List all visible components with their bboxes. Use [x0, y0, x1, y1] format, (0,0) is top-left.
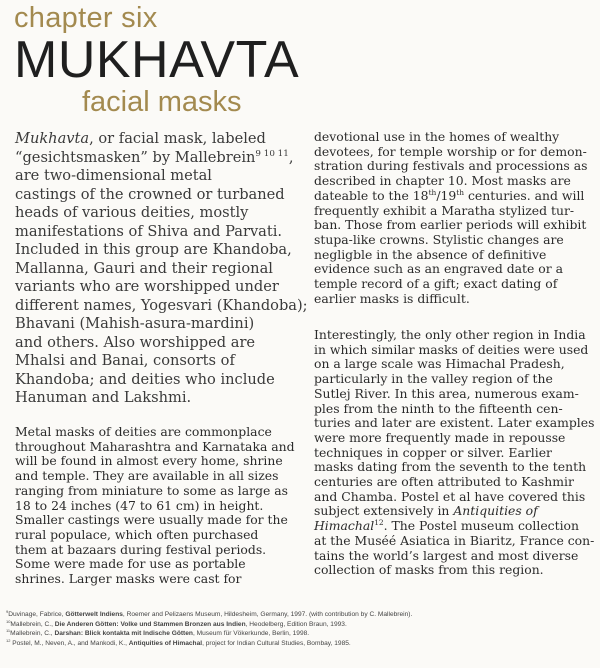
text-line: masks dating from the seventh to the tenth [314, 459, 587, 475]
text-line: ranging from miniature to some as large as [15, 482, 289, 498]
footnote: $^{11}$Mallebrein, C., Darshan: Blick kontakta mit Indische Götten, Museum für Vökerkunde, Berlin, 1998. [6, 627, 310, 637]
chapter-label: chapter six [14, 2, 158, 34]
text-line: Himachal$^{12}$. The Postel museum collection [314, 518, 579, 534]
text-line: in which similar masks of deities were used [314, 341, 589, 357]
text-line: Smaller castings were usually made for the [15, 512, 288, 528]
text-line: and Chamba. Postel et al have covered this [314, 488, 586, 504]
text-line: manifestations of Shiva and Parvati. [15, 222, 283, 240]
text-line: collection of masks from this region. [314, 562, 544, 578]
text-line: rural populace, which often purchased [15, 526, 259, 542]
text-line: 18 to 24 inches (47 to 61 cm) in height. [15, 497, 264, 513]
text-line: ples from the ninth to the fifteenth cen- [314, 400, 563, 416]
footnote: $^{12}$ Postel, M., Neven, A., and Mankodi, K., Antiquities of Himachal, project for Indian Cultural Studies, Bombay, 1985. [6, 637, 351, 647]
text-line: Mallanna, Gauri and their regional [15, 259, 273, 277]
text-line: stupa-like crowns. Stylistic changes are [314, 231, 564, 247]
text-line: heads of various deities, mostly [15, 204, 249, 221]
text-line: Bhavani (Mahish-asura-mardini) [15, 315, 255, 332]
text-line: Metal masks of deities are commonplace [15, 424, 272, 439]
text-line: described in chapter 10. Most masks are [314, 173, 571, 189]
text-line: Sutlej River. In this area, numerous exam- [314, 385, 579, 401]
text-line: on a large scale was Himachal Pradesh, [314, 356, 565, 372]
footnotes [6, 610, 412, 648]
column-1-paragraph-1 [15, 130, 308, 408]
text-line: Interestingly, the only other region in India [314, 327, 586, 342]
text-line: Included in this group are Khandoba, [15, 241, 292, 258]
text-line: Khandoba; and deities who include [15, 370, 275, 388]
text-line: are two-dimensional metal [15, 167, 212, 184]
text-line: earlier masks is difficult. [314, 290, 470, 306]
text-line: at the Muséé Asiatica in Biaritz, France con- [314, 532, 595, 548]
text-line: will be found in almost every home, shrine [15, 453, 283, 469]
text-line: dateable to the 18th/19th centuries. and will [314, 187, 585, 203]
text-line: subject extensively in Antiquities of [314, 503, 538, 519]
text-line: shrines. Larger masks were cast for [15, 571, 242, 587]
text-line: different names, Yogesvari (Khandoba); [15, 296, 308, 314]
text-line: castings of the crowned or turbaned [15, 185, 285, 203]
text-line: frequently exhibit a Maratha stylized tur- [314, 202, 575, 218]
text-line: Mukhavta, or facial mask, labeled [15, 130, 266, 147]
text-line: techniques in copper or silver. Earlier [314, 444, 552, 460]
chapter-title: MUKHAVTA [14, 31, 300, 89]
text-line: Mhalsi and Banai, consorts of [15, 352, 235, 369]
text-line: ban. Those from earlier periods will exhibit [314, 217, 587, 233]
footnote: $^9$Duvinage, Fabrice, Götterwelt Indiens, Roemer and Pelizaens Museum, Hildesheim, Germany, 1997. (with contribution by C. Mallebrein). [6, 608, 413, 618]
text-line: tains the world’s largest and most diverse [314, 547, 579, 563]
text-line: Hanuman and Lakshmi. [15, 389, 192, 406]
text-line: temple record of a gift; exact dating of [314, 276, 558, 292]
text-line: throughout Maharashtra and Karnataka and [15, 438, 295, 454]
text-line: and others. Also worshipped are [15, 333, 256, 351]
text-line: variants who are worshipped under [15, 278, 279, 295]
text-line: devotional use in the homes of wealthy [314, 129, 560, 144]
text-line: stration during festivals and processions as [314, 158, 588, 174]
text-line: evidence such as an engraved date or a [314, 261, 563, 277]
column-2-paragraph-2 [314, 328, 594, 578]
chapter-subtitle: facial masks [82, 86, 242, 118]
text-line: centuries are often attributed to Kashmir [314, 474, 574, 490]
text-line: particularly in the valley region of the [314, 371, 553, 387]
text-line: “gesichtsmasken” by Mallebrein$^{9 10 11}$, [15, 148, 294, 166]
text-line: Some were made for use as portable [15, 556, 246, 572]
column-1-paragraph-2 [15, 425, 295, 587]
footnote: $^{10}$Mallebrein, C., Die Anderen Götten: Volke und Stammen Bronzen aus Indien, Heodelberg, Edition Braun, 1993. [6, 618, 347, 628]
text-line: negligble in the absence of definitive [314, 246, 547, 262]
text-line: devotees, for temple worship or for demon- [314, 143, 587, 159]
text-line: and temple. They are available in all sizes [15, 468, 279, 484]
column-2-paragraph-1 [314, 130, 587, 306]
text-line: were more frequently made in repousse [314, 429, 566, 445]
text-line: turies and later are existent. Later examples [314, 415, 595, 431]
text-line: them at bazaars during festival periods. [15, 541, 267, 557]
